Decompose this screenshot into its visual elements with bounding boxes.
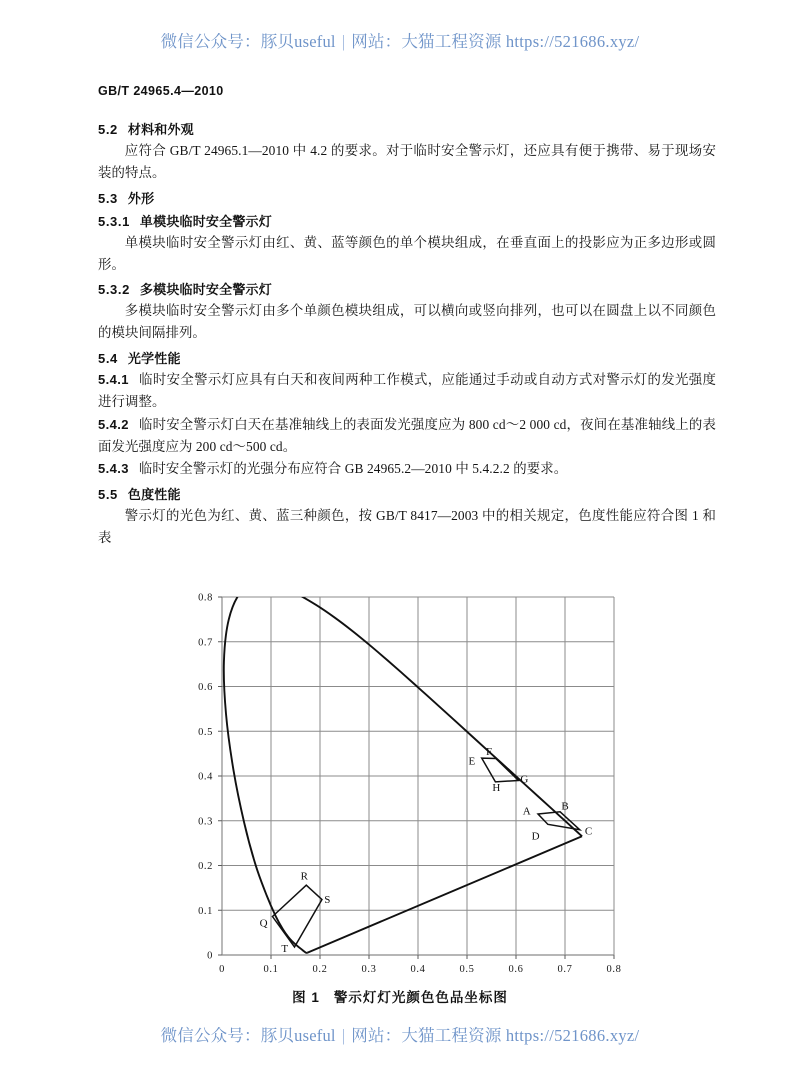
figure-1 <box>0 560 800 1006</box>
yellow-region-polygon <box>482 758 519 782</box>
heading-5-5-number: 5.5 <box>98 487 118 503</box>
svg-text:0.4: 0.4 <box>198 771 213 783</box>
svg-text:0.7: 0.7 <box>198 637 213 649</box>
paragraph-5-4-3 <box>98 458 716 480</box>
svg-text:0.3: 0.3 <box>198 816 213 828</box>
point-label-F: F <box>485 745 493 758</box>
watermark-site-value: 大猫工程资源 <box>401 32 502 51</box>
point-label-R: R <box>300 870 308 883</box>
chart-data-layer <box>224 582 582 953</box>
purple-line <box>307 836 582 952</box>
watermark-footer-site-value: 大猫工程资源 <box>401 1026 502 1045</box>
heading-5-4-title: 光学性能 <box>127 351 181 367</box>
paragraph-5-3-2: 多模块临时安全警示灯由多个单颜色模块组成，可以横向或竖向排列，也可以在圆盘上以不同颜色的模块间隔排列。 <box>98 303 716 341</box>
watermark-footer <box>0 1022 800 1046</box>
point-label-S: S <box>324 894 331 907</box>
heading-5-3-2-number: 5.3.2 <box>98 282 130 298</box>
svg-text:0.1: 0.1 <box>198 905 213 917</box>
paragraph-5-4-2-text: 临时安全警示灯白天在基准轴线上的表面发光强度应为 800 cd～2 000 cd，夜间在基准轴线上的表面发光强度应为 200 cd～500 cd。 <box>98 416 716 454</box>
paragraph-5-4-1 <box>98 369 716 413</box>
chromaticity-chart-svg <box>0 560 800 980</box>
heading-5-4-number: 5.4 <box>98 351 118 367</box>
heading-5-3-2 <box>98 279 716 298</box>
heading-5-5-title: 色度性能 <box>127 487 181 503</box>
svg-text:0.7: 0.7 <box>557 964 573 975</box>
watermark-wechat-label: 微信公众号： <box>160 32 261 51</box>
paragraph-5-3-1: 单模块临时安全警示灯由红、黄、蓝等颜色的单个模块组成，在垂直面上的投影应为正多边形或圆形。 <box>98 234 716 272</box>
point-label-G: G <box>520 773 529 786</box>
point-label-D: D <box>531 830 540 843</box>
watermark-wechat-value: 豚贝useful <box>260 32 336 51</box>
paragraph-5-4-2-number: 5.4.2 <box>98 416 129 432</box>
svg-text:0.8: 0.8 <box>606 964 622 975</box>
paragraph-5-4-1-number: 5.4.1 <box>98 372 129 388</box>
paragraph-5-2: 应符合 GB/T 24965.1—2010 中 4.2 的要求。对于临时安全警示灯，还应具有便于携带、易于现场安装的特点。 <box>98 143 716 180</box>
figure-caption-text: 警示灯灯光颜色色品坐标图 <box>333 990 508 1005</box>
svg-text:0.2: 0.2 <box>198 861 213 873</box>
svg-text:0.5: 0.5 <box>459 964 475 975</box>
point-label-T: T <box>281 942 289 955</box>
paragraph-5-5: 警示灯的光色为红、黄、蓝三种颜色，按 GB/T 8417—2003 中的相关规定，色度性能应符合图 1 和表 <box>98 508 716 546</box>
figure-caption-label: 图 1 <box>292 990 320 1005</box>
watermark-footer-url[interactable]: https://521686.xyz/ <box>505 1026 640 1045</box>
heading-5-3-title: 外形 <box>127 190 155 206</box>
svg-text:0: 0 <box>219 964 225 975</box>
svg-text:0.2: 0.2 <box>312 964 328 975</box>
heading-5-3 <box>98 188 716 207</box>
svg-text:0: 0 <box>207 950 213 962</box>
point-label-E: E <box>468 755 476 768</box>
chromaticity-diagram <box>0 560 800 980</box>
svg-text:0.6: 0.6 <box>508 964 524 975</box>
figure-caption <box>0 986 800 1006</box>
chart-gridlines <box>222 597 614 955</box>
standard-code: GB/T 24965.4—2010 <box>98 84 224 98</box>
svg-text:0.8: 0.8 <box>198 592 213 604</box>
paragraph-5-4-3-text: 临时安全警示灯的光强分布应符合 GB 24965.2—2010 中 5.4.2.2 的要求。 <box>138 461 568 477</box>
heading-5-3-1-title: 单模块临时安全警示灯 <box>139 213 272 229</box>
svg-text:0.3: 0.3 <box>361 964 377 975</box>
heading-5-3-2-title: 多模块临时安全警示灯 <box>139 282 272 298</box>
heading-5-3-number: 5.3 <box>98 190 118 206</box>
watermark-footer-separator: | <box>341 1026 346 1045</box>
svg-text:0.4: 0.4 <box>410 964 426 975</box>
heading-5-2-number: 5.2 <box>98 122 118 137</box>
watermark-header <box>0 28 800 52</box>
blue-region-polygon <box>272 885 321 947</box>
spectral-locus-curve <box>224 582 582 953</box>
watermark-separator: | <box>341 32 346 51</box>
heading-5-2-title: 材料和外观 <box>127 122 194 137</box>
heading-5-4 <box>98 348 716 367</box>
point-label-B: B <box>561 800 569 813</box>
watermark-footer-wechat-value: 豚贝useful <box>260 1026 336 1045</box>
document-body <box>98 84 716 550</box>
paragraph-5-4-2 <box>98 414 716 458</box>
svg-text:0.6: 0.6 <box>198 682 213 694</box>
paragraph-5-4-3-number: 5.4.3 <box>98 461 129 477</box>
watermark-footer-site-label: 网站： <box>351 1026 402 1045</box>
point-label-A: A <box>522 805 531 818</box>
point-label-Q: Q <box>259 917 268 930</box>
heading-5-3-1 <box>98 211 716 230</box>
point-label-H: H <box>492 782 501 795</box>
watermark-footer-wechat-label: 微信公众号： <box>160 1026 261 1045</box>
svg-text:0.1: 0.1 <box>263 964 279 975</box>
watermark-url[interactable]: https://521686.xyz/ <box>505 32 640 51</box>
heading-5-2 <box>98 119 716 138</box>
heading-5-5 <box>98 484 716 503</box>
svg-text:0.5: 0.5 <box>198 726 213 738</box>
point-label-C: C <box>584 825 593 838</box>
watermark-site-label: 网站： <box>351 32 402 51</box>
paragraph-5-4-1-text: 临时安全警示灯应具有白天和夜间两种工作模式，应能通过手动或自动方式对警示灯的发光强度进行调整。 <box>98 372 716 409</box>
chart-point-labels <box>260 746 593 955</box>
heading-5-3-1-number: 5.3.1 <box>98 213 130 229</box>
